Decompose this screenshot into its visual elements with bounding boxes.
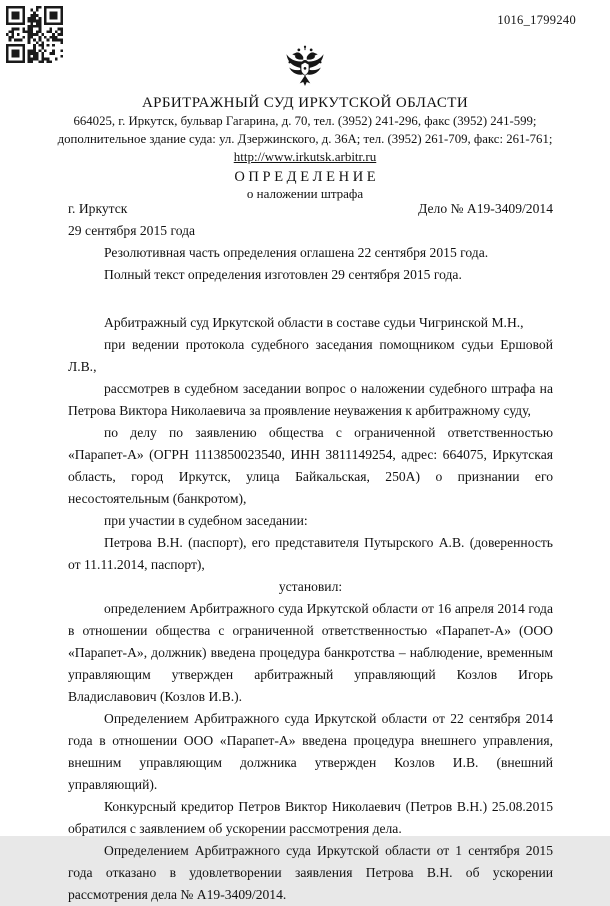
paragraph-resolutive-announced: Резолютивная часть определения оглашена 22 сентября 2015 года. <box>104 245 489 260</box>
paragraph-attendance-heading: при участии в судебном заседании: <box>104 513 308 528</box>
coat-of-arms-icon <box>283 44 327 91</box>
document-id: 1016_1799240 <box>497 13 576 27</box>
document-subject: о наложении штрафа <box>246 185 364 201</box>
paragraph-finding-2: Определением Арбитражного суда Иркутской области от 22 сентября 2014 года в отношении ООО «Парапет-А» введена процедура внешнего управления, внешним управляющим должника утвержден Козлов И.В. (внешний управляющий). <box>68 711 553 792</box>
paragraph-spacer <box>68 286 553 312</box>
document-type-title: О П Р Е Д Е Л Е Н И Е <box>234 168 376 185</box>
paragraph-attendees: Петрова В.Н. (паспорт), его представителя Путырского А.В. (доверенность от 11.11.2014, паспорт), <box>68 535 553 572</box>
case-info-row <box>68 198 553 220</box>
document-date: 29 сентября 2015 года <box>68 223 196 238</box>
paragraph-finding-3: Конкурсный кредитор Петров Виктор Николаевич (Петров В.Н.) 25.08.2015 обратился с заявлением об ускорении рассмотрения дела. <box>68 799 553 836</box>
paragraph-fulltext-made: Полный текст определения изготовлен 29 сентября 2015 года. <box>104 267 462 282</box>
resolution-heading: установил: <box>278 579 343 594</box>
paragraph-finding-1: определением Арбитражного суда Иркутской области от 16 апреля 2014 года в отношении общества с ограниченной ответственностью «Парапет-А» (ООО «Парапет-А», должник) введена процедура банкротства – наблюдение, временным управляющим утвержден арбитражный управляющий Козлов Игорь Владиславович (Козлов И.В.). <box>68 601 553 704</box>
paragraph-matter: рассмотрев в судебном заседании вопрос о наложении судебного штрафа на Петрова Виктора Николаевича за проявление неуважения к арбитражному суду, <box>68 381 553 418</box>
paragraph-case-subject: по делу по заявлению общества с ограниченной ответственностью «Парапет-А» (ОГРН 1113850023540, ИНН 3811149254, адрес: 664075, Иркутская область, город Иркутск, улица Байкальская, 250А) о признании его несостоятельным (банкротом), <box>68 425 553 506</box>
paragraph-judge: Арбитражный суд Иркутской области в составе судьи Чигринской М.Н., <box>104 315 524 330</box>
paragraph-clerk: при ведении протокола судебного заседания помощником судьи Ершовой Л.В., <box>68 337 553 374</box>
city-label: г. Иркутск <box>68 201 128 216</box>
court-name: АРБИТРАЖНЫЙ СУД ИРКУТСКОЙ ОБЛАСТИ <box>141 95 469 111</box>
court-address-line2: дополнительное здание суда: ул. Дзержинского, д. 36А; тел. (3952) 261-709, факс: 261-761; <box>57 131 553 146</box>
document-body <box>68 198 553 906</box>
paragraph-finding-4: Определением Арбитражного суда Иркутской области от 1 сентября 2015 года отказано в удовлетворении заявления Петрова В.Н. об ускорении рассмотрения дела № А19-3409/2014. <box>68 843 553 902</box>
court-website: http://www.irkutsk.arbitr.ru <box>233 149 377 164</box>
court-address-line1: 664025, г. Иркутск, бульвар Гагарина, д. 70, тел. (3952) 241-296, факс (3952) 241-599; <box>73 114 537 128</box>
document-header <box>0 44 610 202</box>
case-number: Дело № А19-3409/2014 <box>418 201 553 216</box>
